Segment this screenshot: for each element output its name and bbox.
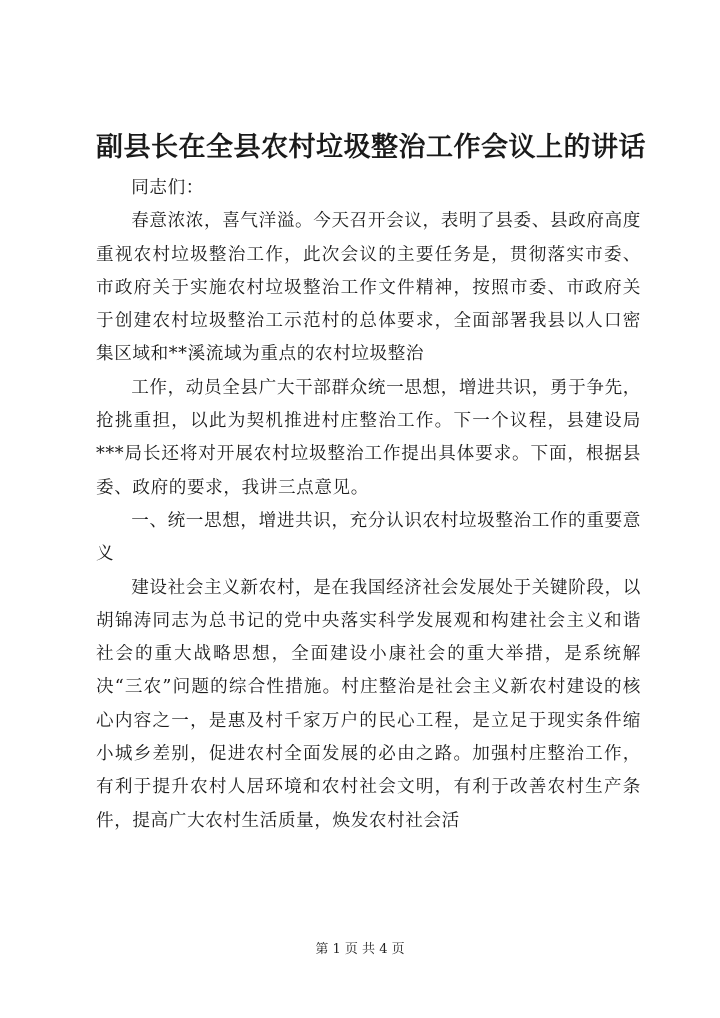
page-footer: 第 1 页 共 4 页	[315, 942, 405, 957]
document-title: 副县长在全县农村垃圾整治工作会议上的讲话	[96, 132, 646, 163]
body-paragraph: 建设社会主义新农村，是在我国经济社会发展处于关键阶段，以胡锦涛同志为总书记的党中央落实科学发展观和构建社会主义和谐社会的重大战略思想，全面建设小康社会的重大举措，是系统解决“三农”问题的综合性措施。村庄整治是社会主义新农村建设的核心内容之一，是惠及村千家万户的民心工程，是立足于现实条件缩小城乡差别，促进农村全面发展的必由之路。加强村庄整治工作，有利于提升农村人居环境和农村社会文明，有利于改善农村生产条件，提高广大农村生活质量，焕发农村社会活	[96, 577, 641, 831]
salutation-paragraph: 同志们：	[131, 178, 204, 198]
body-paragraph: 工作，动员全县广大干部群众统一思想，增进共识，勇于争先，抢挑重担，以此为契机推进村庄整治工作。下一个议程，县建设局***局长还将对开展农村垃圾整治工作提出具体要求。下面，根据县委、政府的要求，我讲三点意见。	[96, 377, 641, 498]
section-heading: 一、统一思想，增进共识，充分认识农村垃圾整治工作的重要意义	[96, 510, 641, 565]
body-paragraph: 春意浓浓，喜气洋溢。今天召开会议，表明了县委、县政府高度重视农村垃圾整治工作，此次会议的主要任务是，贯彻落实市委、市政府关于实施农村垃圾整治工作文件精神，按照市委、市政府关于创建农村垃圾整治工示范村的总体要求，全面部署我县以人口密集区域和**溪流域为重点的农村垃圾整治	[96, 211, 641, 365]
document-body	[96, 172, 641, 838]
